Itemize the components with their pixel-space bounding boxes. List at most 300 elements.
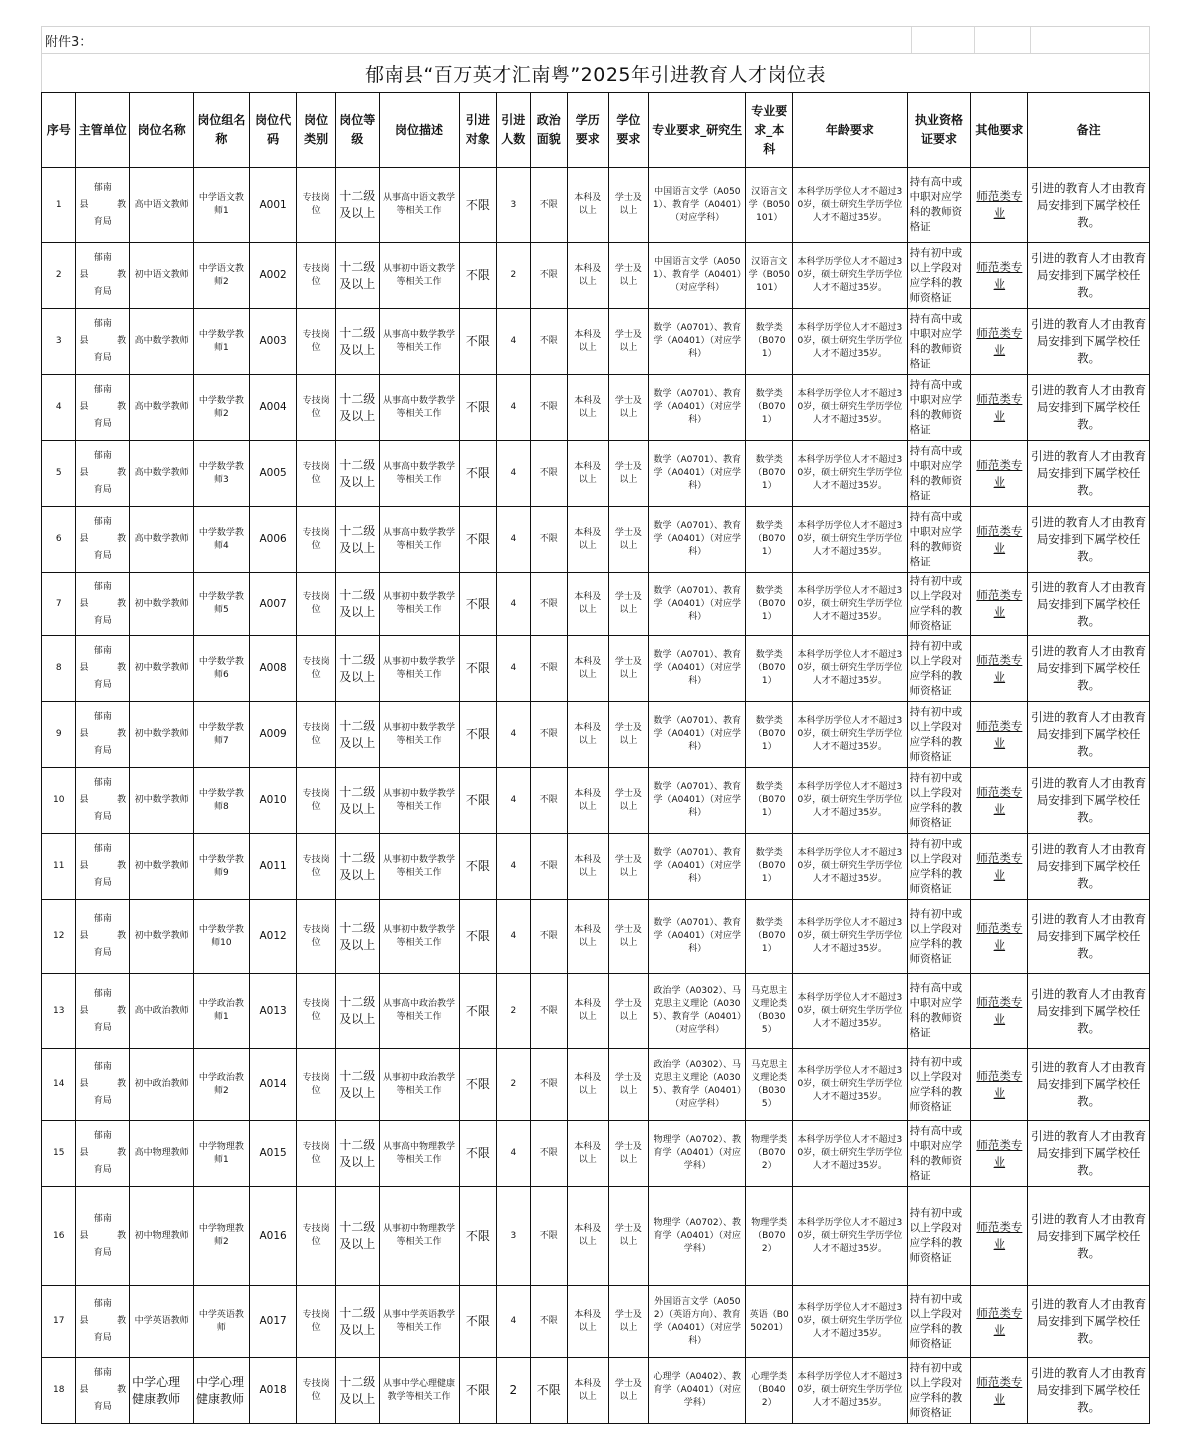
cell-count: 2 [497,1358,530,1424]
table-row [42,900,1150,974]
unit-part: 教 [117,729,127,739]
cell-major-ug: 汉语言文学（B050101） [746,168,793,243]
cell-group-name: 中学政治教师1 [194,974,250,1049]
cell-edu: 本科及以上 [568,1187,609,1286]
cell-post-name: 高中数学教师 [130,507,194,573]
cell-degree: 学士及以上 [608,636,649,702]
cell-desc: 从事初中数学教学等相关工作 [379,573,459,636]
unit-part: 教 [117,468,127,478]
cell-age: 本科学历学位人才不超过30岁，硕士研究生学历学位人才不超过35岁。 [793,1286,908,1358]
cell-degree: 学士及以上 [608,768,649,834]
cell-cert: 持有初中或以上学段对应学科的教师资格证 [907,243,971,309]
unit-part: 育局 [93,1402,112,1412]
cell-major-grad: 物理学（A0702）、教育学（A0401）（对应学科） [649,1187,746,1286]
cell-other [971,834,1028,900]
unit-part-row [79,465,126,482]
cell-age: 本科学历学位人才不超过30岁，硕士研究生学历学位人才不超过35岁。 [793,900,908,974]
cell-target: 不限 [459,1358,497,1424]
cell-group-name: 中学心理健康教师 [194,1358,250,1424]
cell-major-grad: 数学（A0701）、教育学（A0401）（对应学科） [649,900,746,974]
cell-grade: 十二级及以上 [335,636,379,702]
cell-desc: 从事中学英语教学等相关工作 [379,1286,459,1358]
unit-part-row [79,1076,126,1093]
cell-no: 18 [42,1358,76,1424]
cell-note: 引进的教育人才由教育局安排到下属学校任教。 [1028,168,1150,243]
cell-age: 本科学历学位人才不超过30岁，硕士研究生学历学位人才不超过35岁。 [793,507,908,573]
unit-part: 县 [79,861,89,871]
cell-desc: 从事高中数学教学等相关工作 [379,507,459,573]
unit-part-row [79,1228,126,1245]
cell-major-grad: 外国语言文学（A0502）（英语方向）、教育学（A0401）（对应学科） [649,1286,746,1358]
unit-part: 教 [117,270,127,280]
cell-cert: 持有高中或中职对应学科的教师资格证 [907,309,971,375]
cell-major-ug: 汉语言文学（B050101） [746,243,793,309]
cell-count: 4 [497,636,530,702]
cell-major-ug: 数学类（B0701） [746,573,793,636]
unit-part: 县 [79,795,89,805]
cell-major-ug: 英语（B050201） [746,1286,793,1358]
cell-age: 本科学历学位人才不超过30岁，硕士研究生学历学位人才不超过35岁。 [793,636,908,702]
table-row [42,1049,1150,1121]
unit-part-row [79,596,126,613]
cell-major-grad: 数学（A0701）、教育学（A0401）（对应学科） [649,702,746,768]
unit-part: 教 [117,795,127,805]
cell-politics: 不限 [530,834,568,900]
cell-major-grad: 政治学（A0302）、马克思主义理论（A0305）、教育学（A0401）（对应学科） [649,1049,746,1121]
cell-major-grad: 数学（A0701）、教育学（A0401）（对应学科） [649,636,746,702]
unit-part: 教 [117,1316,127,1326]
table-row [42,702,1150,768]
unit-part: 郁南 [93,1368,112,1378]
table-row [42,1286,1150,1358]
cell-major-grad: 数学（A0701）、教育学（A0401）（对应学科） [649,507,746,573]
unit-part: 育局 [93,1247,112,1258]
unit-part: 育局 [93,615,112,626]
unit-part: 育局 [93,1022,112,1033]
unit-part-row [79,1003,126,1020]
cell-grade: 十二级及以上 [335,1286,379,1358]
cell-code: A012 [249,900,297,974]
cell-no: 5 [42,441,76,507]
unit-part: 县 [79,1385,89,1395]
cell-count: 2 [497,1049,530,1121]
cell-cert: 持有初中或以上学段对应学科的教师资格证 [907,636,971,702]
unit-part: 育局 [93,1333,112,1343]
grid-line [974,27,975,53]
cell-edu: 本科及以上 [568,834,609,900]
cell-count: 4 [497,309,530,375]
cell-degree: 学士及以上 [608,1358,649,1424]
unit-part: 育局 [93,1165,112,1175]
cell-category: 专技岗位 [297,900,336,974]
title-row [41,53,1150,92]
cell-edu: 本科及以上 [568,768,609,834]
cell-no: 11 [42,834,76,900]
unit-part-row [79,197,126,214]
other-requirement-text: 师范类专业 [976,920,1023,952]
table-row [42,441,1150,507]
cell-major-ug: 数学类（B0701） [746,441,793,507]
column-header-other: 其他要求 [971,93,1028,168]
cell-target: 不限 [459,1121,497,1187]
cell-cert: 持有高中或中职对应学科的教师资格证 [907,168,971,243]
attachment-row [41,26,1150,53]
cell-major-grad: 数学（A0701）、教育学（A0401）（对应学科） [649,768,746,834]
cell-group-name: 中学政治教师2 [194,1049,250,1121]
table-row [42,507,1150,573]
cell-grade: 十二级及以上 [335,1121,379,1187]
cell-target: 不限 [459,309,497,375]
other-requirement-text: 师范类专业 [976,1137,1023,1169]
cell-grade: 十二级及以上 [335,1358,379,1424]
unit-text [79,775,126,826]
cell-desc: 从事中学心理健康教学等相关工作 [379,1358,459,1424]
unit-part: 育局 [93,680,112,690]
cell-note: 引进的教育人才由教育局安排到下属学校任教。 [1028,441,1150,507]
cell-category: 专技岗位 [297,1358,336,1424]
cell-desc: 从事高中数学教学等相关工作 [379,375,459,441]
unit-part: 育局 [93,485,112,495]
cell-post-name: 初中数学教师 [130,573,194,636]
other-requirement-text: 师范类专业 [976,1305,1023,1337]
document-title: 郁南县“百万英才汇南粤”2025年引进教育人才岗位表 [364,63,827,86]
unit-part: 县 [79,1005,89,1016]
unit-part: 郁南 [93,253,112,263]
cell-group-name: 中学数学教师3 [194,441,250,507]
unit-part: 县 [79,468,89,478]
unit-part: 县 [79,663,89,673]
cell-count: 4 [497,573,530,636]
other-requirement-text: 师范类专业 [976,718,1023,750]
cell-target: 不限 [459,375,497,441]
column-header-post-name: 岗位名称 [130,93,194,168]
unit-part: 郁南 [93,712,112,722]
cell-no: 12 [42,900,76,974]
cell-age: 本科学历学位人才不超过30岁，硕士研究生学历学位人才不超过35岁。 [793,573,908,636]
cell-category: 专技岗位 [297,573,336,636]
cell-desc: 从事初中语文教学等相关工作 [379,243,459,309]
cell-politics: 不限 [530,573,568,636]
cell-desc: 从事初中数学教学等相关工作 [379,768,459,834]
unit-text [79,448,126,499]
unit-part: 郁南 [93,385,112,395]
cell-target: 不限 [459,1286,497,1358]
cell-age: 本科学历学位人才不超过30岁，硕士研究生学历学位人才不超过35岁。 [793,768,908,834]
unit-part: 育局 [93,878,112,888]
unit-part: 郁南 [93,1299,112,1309]
cell-category: 专技岗位 [297,702,336,768]
cell-post-name: 初中数学教师 [130,702,194,768]
unit-part-row [79,928,126,945]
cell-count: 2 [497,243,530,309]
cell-desc: 从事高中语文教学等相关工作 [379,168,459,243]
cell-note: 引进的教育人才由教育局安排到下属学校任教。 [1028,636,1150,702]
cell-desc: 从事初中政治教学等相关工作 [379,1049,459,1121]
cell-code: A005 [249,441,297,507]
unit-part: 郁南 [93,1062,112,1072]
cell-major-grad: 数学（A0701）、教育学（A0401）（对应学科） [649,441,746,507]
cell-unit [76,768,130,834]
unit-part: 县 [79,199,89,210]
cell-post-name: 初中数学教师 [130,768,194,834]
cell-note: 引进的教育人才由教育局安排到下属学校任教。 [1028,1121,1150,1187]
cell-target: 不限 [459,243,497,309]
cell-grade: 十二级及以上 [335,507,379,573]
cell-code: A015 [249,1121,297,1187]
other-requirement-text: 师范类专业 [976,259,1023,291]
cell-desc: 从事初中数学教学等相关工作 [379,900,459,974]
column-header-major-grad: 专业要求_研究生 [649,93,746,168]
cell-no: 16 [42,1187,76,1286]
cell-code: A002 [249,243,297,309]
cell-code: A018 [249,1358,297,1424]
cell-count: 4 [497,375,530,441]
unit-part: 县 [79,729,89,739]
cell-degree: 学士及以上 [608,1121,649,1187]
cell-unit [76,309,130,375]
cell-cert: 持有高中或中职对应学科的教师资格证 [907,974,971,1049]
cell-grade: 十二级及以上 [335,168,379,243]
cell-post-name: 初中政治教师 [130,1049,194,1121]
cell-major-ug: 马克思主义理论类（B0305） [746,974,793,1049]
table-row [42,1121,1150,1187]
unit-text [79,1296,126,1347]
cell-cert: 持有初中或以上学段对应学科的教师资格证 [907,702,971,768]
unit-part-row [79,726,126,743]
cell-age: 本科学历学位人才不超过30岁，硕士研究生学历学位人才不超过35岁。 [793,441,908,507]
cell-no: 14 [42,1049,76,1121]
unit-text [79,579,126,630]
unit-part: 育局 [93,551,112,561]
cell-count: 4 [497,900,530,974]
cell-degree: 学士及以上 [608,834,649,900]
unit-text [79,1128,126,1179]
cell-other [971,1049,1028,1121]
cell-code: A016 [249,1187,297,1286]
cell-degree: 学士及以上 [608,168,649,243]
cell-target: 不限 [459,1187,497,1286]
cell-desc: 从事高中物理教学等相关工作 [379,1121,459,1187]
cell-target: 不限 [459,834,497,900]
cell-code: A013 [249,974,297,1049]
cell-age: 本科学历学位人才不超过30岁，硕士研究生学历学位人才不超过35岁。 [793,1121,908,1187]
cell-no: 8 [42,636,76,702]
unit-part-row [79,531,126,548]
spreadsheet-document [41,26,1150,1424]
cell-category: 专技岗位 [297,974,336,1049]
cell-grade: 十二级及以上 [335,441,379,507]
cell-post-name: 高中语文教师 [130,168,194,243]
column-header-cert: 执业资格证要求 [907,93,971,168]
cell-major-grad: 物理学（A0702）、教育学（A0401）（对应学科） [649,1121,746,1187]
cell-code: A011 [249,834,297,900]
cell-note: 引进的教育人才由教育局安排到下属学校任教。 [1028,573,1150,636]
unit-part: 教 [117,931,127,941]
unit-part-row [79,1382,126,1399]
cell-degree: 学士及以上 [608,375,649,441]
cell-code: A014 [249,1049,297,1121]
cell-group-name: 中学语文教师1 [194,168,250,243]
cell-target: 不限 [459,1049,497,1121]
cell-category: 专技岗位 [297,1121,336,1187]
cell-post-name: 初中数学教师 [130,834,194,900]
unit-part: 县 [79,1079,89,1089]
other-requirement-text: 师范类专业 [976,652,1023,684]
unit-part: 育局 [93,812,112,822]
cell-unit [76,375,130,441]
cell-note: 引进的教育人才由教育局安排到下属学校任教。 [1028,1187,1150,1286]
cell-degree: 学士及以上 [608,507,649,573]
cell-group-name: 中学数学教师6 [194,636,250,702]
other-requirement-text: 师范类专业 [976,325,1023,357]
column-header-age: 年龄要求 [793,93,908,168]
unit-part: 教 [117,1230,127,1241]
table-row [42,375,1150,441]
cell-other [971,507,1028,573]
cell-group-name: 中学数学教师2 [194,375,250,441]
cell-other [971,243,1028,309]
cell-group-name: 中学数学教师10 [194,900,250,974]
unit-text [79,1059,126,1110]
cell-age: 本科学历学位人才不超过30岁，硕士研究生学历学位人才不超过35岁。 [793,834,908,900]
cell-cert: 持有初中或以上学段对应学科的教师资格证 [907,1358,971,1424]
cell-age: 本科学历学位人才不超过30岁，硕士研究生学历学位人才不超过35岁。 [793,243,908,309]
cell-group-name: 中学数学教师4 [194,507,250,573]
cell-edu: 本科及以上 [568,636,609,702]
cell-politics: 不限 [530,636,568,702]
cell-major-ug: 物理学类（B0702） [746,1121,793,1187]
table-body [42,168,1150,1424]
cell-major-ug: 数学类（B0701） [746,834,793,900]
cell-note: 引进的教育人才由教育局安排到下属学校任教。 [1028,1358,1150,1424]
cell-note: 引进的教育人才由教育局安排到下属学校任教。 [1028,768,1150,834]
cell-unit [76,1358,130,1424]
unit-part: 郁南 [93,646,112,656]
other-requirement-text: 师范类专业 [976,1220,1023,1251]
cell-age: 本科学历学位人才不超过30岁，硕士研究生学历学位人才不超过35岁。 [793,1187,908,1286]
cell-age: 本科学历学位人才不超过30岁，硕士研究生学历学位人才不超过35岁。 [793,309,908,375]
grid-line [1030,27,1031,53]
unit-text [79,1211,126,1262]
grid-line [911,27,912,53]
cell-target: 不限 [459,168,497,243]
cell-age: 本科学历学位人才不超过30岁，硕士研究生学历学位人才不超过35岁。 [793,168,908,243]
cell-major-grad: 数学（A0701）、教育学（A0401）（对应学科） [649,375,746,441]
cell-major-grad: 数学（A0701）、教育学（A0401）（对应学科） [649,834,746,900]
cell-note: 引进的教育人才由教育局安排到下属学校任教。 [1028,309,1150,375]
table-row [42,309,1150,375]
unit-text [79,382,126,433]
cell-target: 不限 [459,441,497,507]
table-row [42,768,1150,834]
cell-major-grad: 心理学（A0402）、教育学（A0401）（对应学科） [649,1358,746,1424]
cell-edu: 本科及以上 [568,1121,609,1187]
cell-target: 不限 [459,768,497,834]
cell-other [971,1187,1028,1286]
cell-major-ug: 数学类（B0701） [746,702,793,768]
cell-desc: 从事高中政治教学等相关工作 [379,974,459,1049]
cell-category: 专技岗位 [297,636,336,702]
cell-cert: 持有高中或中职对应学科的教师资格证 [907,375,971,441]
cell-edu: 本科及以上 [568,573,609,636]
cell-major-ug: 心理学类（B0402） [746,1358,793,1424]
cell-note: 引进的教育人才由教育局安排到下属学校任教。 [1028,974,1150,1049]
cell-code: A001 [249,168,297,243]
cell-count: 4 [497,702,530,768]
cell-degree: 学士及以上 [608,1187,649,1286]
cell-edu: 本科及以上 [568,900,609,974]
cell-unit [76,1286,130,1358]
cell-grade: 十二级及以上 [335,974,379,1049]
cell-count: 4 [497,441,530,507]
cell-category: 专技岗位 [297,1187,336,1286]
cell-note: 引进的教育人才由教育局安排到下属学校任教。 [1028,1286,1150,1358]
cell-cert: 持有初中或以上学段对应学科的教师资格证 [907,1187,971,1286]
unit-part: 教 [117,1079,127,1089]
unit-part-row [79,333,126,350]
cell-unit [76,573,130,636]
cell-category: 专技岗位 [297,243,336,309]
cell-post-name: 中学心理健康教师 [130,1358,194,1424]
cell-major-ug: 数学类（B0701） [746,768,793,834]
unit-part: 郁南 [93,1131,112,1141]
cell-note: 引进的教育人才由教育局安排到下属学校任教。 [1028,1049,1150,1121]
cell-no: 13 [42,974,76,1049]
cell-group-name: 中学物理教师2 [194,1187,250,1286]
cell-major-ug: 数学类（B0701） [746,375,793,441]
cell-code: A004 [249,375,297,441]
unit-text [79,1365,126,1416]
cell-count: 4 [497,768,530,834]
other-requirement-text: 师范类专业 [976,523,1023,555]
cell-major-ug: 物理学类（B0702） [746,1187,793,1286]
cell-group-name: 中学英语教师 [194,1286,250,1358]
cell-code: A007 [249,573,297,636]
cell-edu: 本科及以上 [568,702,609,768]
cell-count: 3 [497,168,530,243]
cell-desc: 从事初中物理教学等相关工作 [379,1187,459,1286]
unit-text [79,911,126,962]
cell-grade: 十二级及以上 [335,900,379,974]
cell-count: 4 [497,507,530,573]
unit-part: 教 [117,336,127,346]
cell-politics: 不限 [530,309,568,375]
cell-category: 专技岗位 [297,375,336,441]
unit-text [79,316,126,367]
cell-edu: 本科及以上 [568,168,609,243]
cell-note: 引进的教育人才由教育局安排到下属学校任教。 [1028,375,1150,441]
other-requirement-text: 师范类专业 [976,784,1023,816]
cell-group-name: 中学数学教师8 [194,768,250,834]
cell-cert: 持有初中或以上学段对应学科的教师资格证 [907,768,971,834]
cell-politics: 不限 [530,1049,568,1121]
unit-part: 郁南 [93,778,112,788]
cell-unit [76,168,130,243]
cell-age: 本科学历学位人才不超过30岁，硕士研究生学历学位人才不超过35岁。 [793,1049,908,1121]
unit-part: 教 [117,402,127,412]
table-row [42,974,1150,1049]
column-header-group-name: 岗位组名称 [194,93,250,168]
cell-unit [76,507,130,573]
cell-other [971,168,1028,243]
cell-target: 不限 [459,507,497,573]
column-header-no: 序号 [42,93,76,168]
cell-cert: 持有初中或以上学段对应学科的教师资格证 [907,573,971,636]
cell-age: 本科学历学位人才不超过30岁，硕士研究生学历学位人才不超过35岁。 [793,702,908,768]
cell-count: 4 [497,1286,530,1358]
cell-category: 专技岗位 [297,168,336,243]
cell-edu: 本科及以上 [568,375,609,441]
